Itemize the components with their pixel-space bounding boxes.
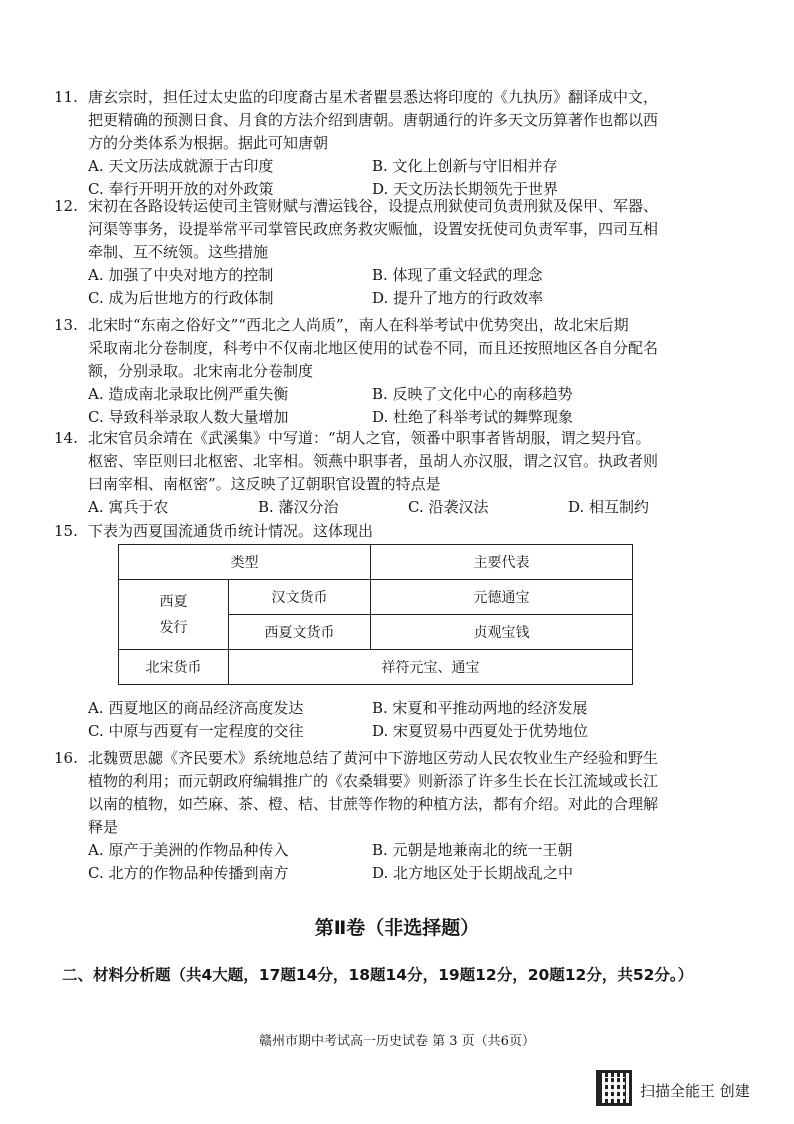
section-title: 第Ⅱ卷（非选择题） [314, 917, 480, 939]
option-b: B. 体现了重文轻武的理念 [372, 266, 543, 284]
question-number: 14. [54, 429, 78, 447]
question-15-options [54, 697, 744, 743]
qr-code-icon [596, 1070, 632, 1106]
option-b: B. 元朝是地兼南北的统一王朝 [372, 841, 573, 859]
option-c: C. 北方的作物品种传播到南方 [88, 864, 289, 882]
question-16 [54, 747, 744, 885]
question-text: 采取南北分卷制度，科考中不仅南北地区使用的试卷不同，而且还按照地区各自分配名 [88, 339, 659, 357]
option-c: C. 成为后世地方的行政体制 [88, 289, 274, 307]
question-text: 把更精确的预测日食、月食的方法介绍到唐朝。唐朝通行的许多天文历算著作也都以西 [88, 111, 659, 129]
option-d: D. 北方地区处于长期战乱之中 [372, 864, 574, 882]
question-text: 额，分别录取。北宋南北分卷制度 [88, 362, 314, 380]
option-d: D. 提升了地方的行政效率 [372, 289, 544, 307]
question-number: 11. [54, 88, 78, 106]
option-a: A. 西夏地区的商品经济高度发达 [88, 699, 304, 717]
question-number: 13. [54, 316, 78, 334]
option-c: C. 导致科举录取人数大量增加 [88, 408, 289, 426]
option-b: B. 藩汉分治 [258, 498, 339, 516]
section-intro: 二、材料分析题（共4大题，17题14分，18题14分，19题12分，20题12分，共52分。） [62, 966, 694, 984]
question-text: 曰南宰相、南枢密”。这反映了辽朝职官设置的特点是 [88, 475, 441, 493]
question-number: 15. [54, 522, 78, 540]
option-a: A. 原产于美洲的作物品种传入 [88, 841, 289, 859]
option-a: A. 寓兵于农 [88, 498, 169, 516]
table-cell: 贞观宝钱 [371, 615, 633, 650]
question-12 [54, 195, 744, 310]
question-number: 16. [54, 749, 78, 767]
question-text: 北宋官员余靖在《武溪集》中写道：“胡人之官，领番中职事者皆胡服，谓之契丹官。 [88, 429, 651, 447]
question-15 [54, 520, 744, 543]
question-text: 以南的植物，如苎麻、茶、橙、桔、甘蔗等作物的种植方法，都有介绍。对此的合理解 [88, 795, 659, 813]
option-d: D. 相互制约 [568, 498, 650, 516]
question-number: 12. [54, 197, 78, 215]
option-d: D. 杜绝了科举考试的舞弊现象 [372, 408, 574, 426]
question-text: 宋初在各路设转运使司主管财赋与漕运钱谷，设提点刑狱使司负责刑狱及保甲、军器、 [88, 197, 659, 215]
question-text: 下表为西夏国流通货币统计情况。这体现出 [88, 522, 374, 540]
question-14 [54, 427, 744, 519]
table-cell: 元德通宝 [371, 580, 633, 615]
table-cell: 北宋货币 [119, 650, 229, 685]
question-text: 唐玄宗时，担任过太史监的印度裔古星术者瞿昙悉达将印度的《九执历》翻译成中文， [88, 88, 659, 106]
option-d: D. 宋夏贸易中西夏处于优势地位 [372, 722, 589, 740]
option-c: C. 中原与西夏有一定程度的交往 [88, 722, 304, 740]
option-c: C. 沿袭汉法 [408, 498, 489, 516]
question-text: 河渠等事务，设提举常平司掌管民政庶务救灾赈恤，设置安抚使司负责军事，四司互相 [88, 220, 659, 238]
question-text: 北宋时“东南之俗好文”“西北之人尚质”，南人在科举考试中优势突出，故北宋后期 [88, 316, 629, 334]
option-b: B. 宋夏和平推动两地的经济发展 [372, 699, 588, 717]
question-text: 方的分类体系为根据。据此可知唐朝 [88, 134, 329, 152]
table-cell: 祥符元宝、通宝 [229, 650, 633, 685]
table-group-xixia: 西夏 发行 [119, 580, 229, 650]
scanner-watermark: 扫描全能王 创建 [640, 1082, 750, 1100]
table-header-representative: 主要代表 [371, 545, 633, 580]
option-d: D. 天文历法长期领先于世界 [372, 180, 559, 198]
option-b: B. 反映了文化中心的南移趋势 [372, 385, 573, 403]
question-text: 北魏贾思勰《齐民要术》系统地总结了黄河中下游地区劳动人民农牧业生产经验和野生 [88, 749, 659, 767]
table-cell: 汉文货币 [229, 580, 371, 615]
option-c: C. 奉行开明开放的对外政策 [88, 180, 274, 198]
page-footer: 赣州市期中考试高一历史试卷 第 3 页（共6页） [259, 1034, 535, 1049]
question-13 [54, 314, 744, 429]
table-header-type: 类型 [119, 545, 371, 580]
currency-table [118, 544, 633, 685]
option-b: B. 文化上创新与守旧相并存 [372, 157, 558, 175]
question-11 [54, 86, 744, 201]
option-a: A. 加强了中央对地方的控制 [88, 266, 274, 284]
option-a: A. 天文历法成就源于古印度 [88, 157, 274, 175]
question-text: 植物的利用；而元朝政府编辑推广的《农桑辑要》则新添了许多生长在长江流域或长江 [88, 772, 659, 790]
question-text: 释是 [88, 818, 119, 836]
option-a: A. 造成南北录取比例严重失衡 [88, 385, 289, 403]
question-text: 枢密、宰臣则曰北枢密、北宰相。领燕中职事者，虽胡人亦汉服，谓之汉官。执政者则 [88, 452, 659, 470]
table-cell: 西夏文货币 [229, 615, 371, 650]
question-text: 牵制、互不统领。这些措施 [88, 243, 269, 261]
